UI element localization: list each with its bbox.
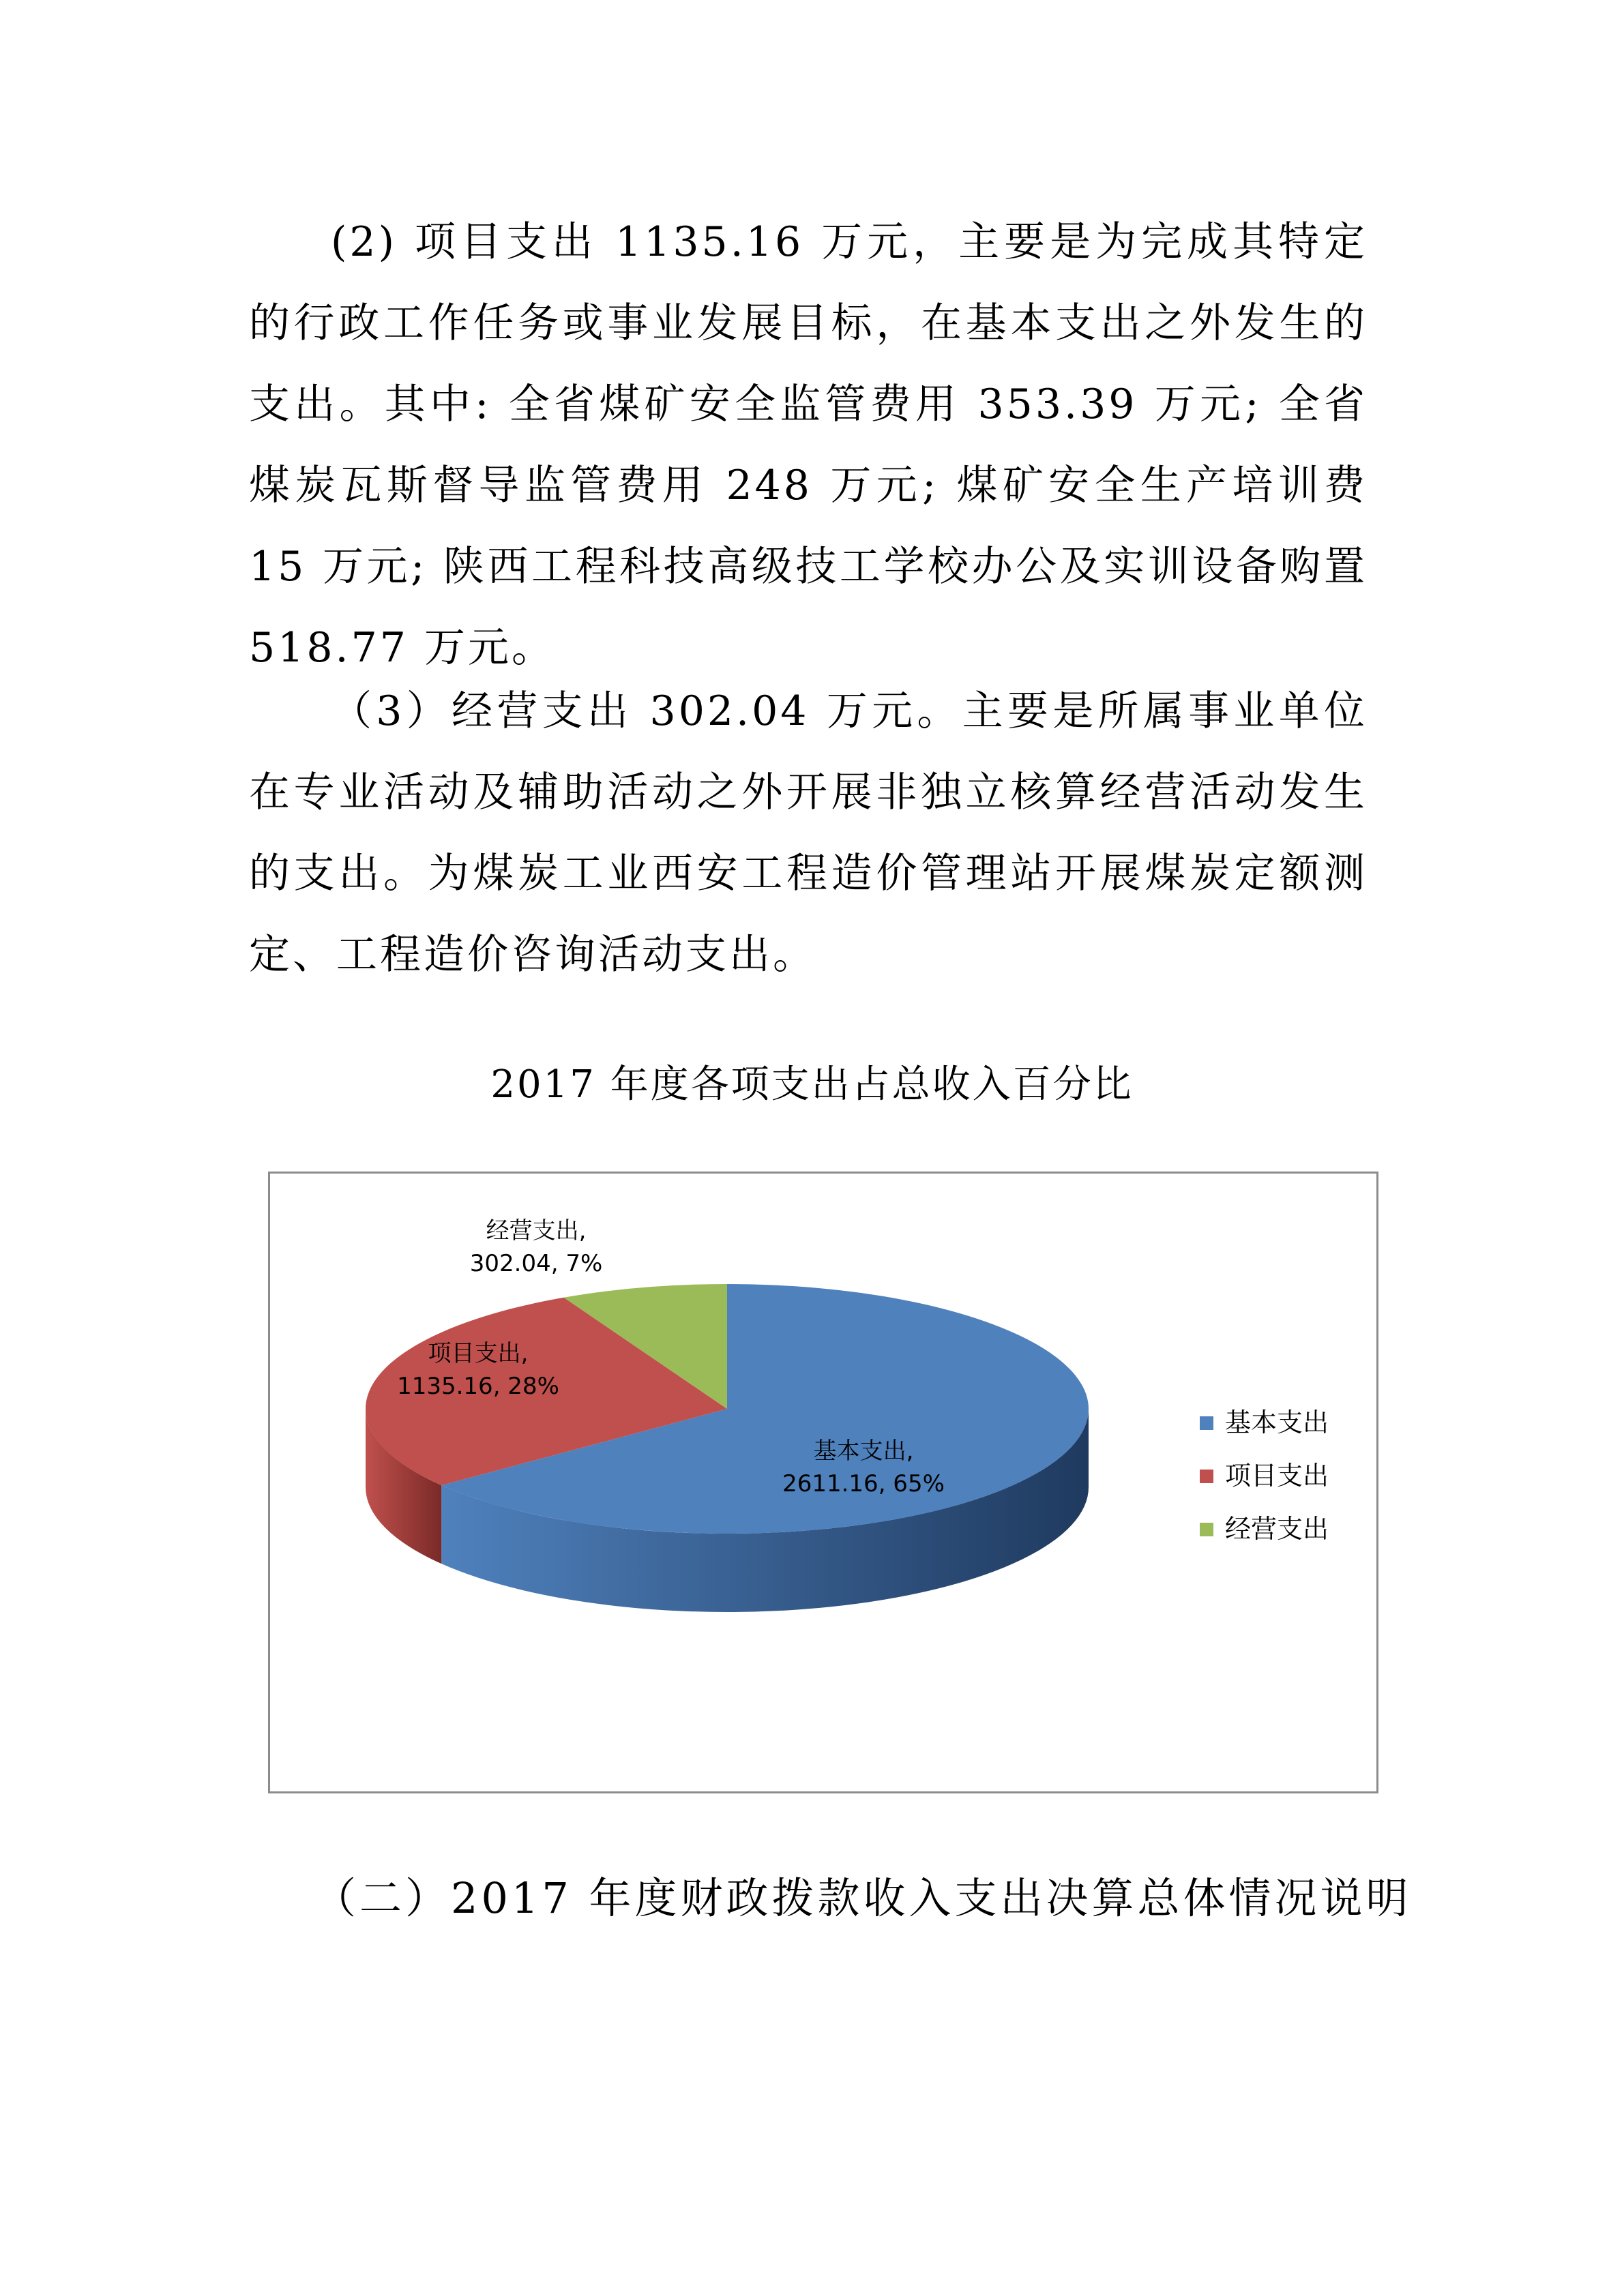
- section-heading: （二）2017 年度财政拨款收入支出决算总体情况说明: [314, 1873, 1412, 1923]
- legend-label-项目支出: 项目支出: [1225, 1461, 1329, 1491]
- data-label-value: 2611.16, 65%: [782, 1470, 945, 1497]
- chart-caption: 2017 年度各项支出占总收入百分比: [490, 1062, 1134, 1107]
- legend-swatch-基本支出: [1200, 1416, 1213, 1430]
- data-label-value: 302.04, 7%: [469, 1250, 603, 1277]
- legend-swatch-项目支出: [1200, 1470, 1213, 1483]
- data-label-value: 1135.16, 28%: [397, 1373, 559, 1400]
- data-label-category: 项目支出,: [428, 1340, 529, 1367]
- data-label-category: 经营支出,: [486, 1217, 587, 1244]
- paragraph-operating-expenditure: （3）经营支出 302.04 万元。主要是所属事业单位在专业活动及辅助活动之外开展非独立核算经营活动发生的支出。为煤炭工业西安工程造价管理站开展煤炭定额测定、工程造价咨询活动支出。: [249, 687, 1368, 979]
- data-label-category: 基本支出,: [813, 1437, 914, 1465]
- pie-chart: [268, 1172, 1378, 1793]
- legend-label-基本支出: 基本支出: [1225, 1407, 1329, 1437]
- pie-chart-svg: [270, 1174, 1376, 1791]
- paragraph-project-expenditure: (2) 项目支出 1135.16 万元，主要是为完成其特定的行政工作任务或事业发展目标，在基本支出之外发生的支出。其中: 全省煤矿安全监管费用 353.39 万元; 全省煤炭瓦斯督导监管费用 248 万元; 煤矿安全生产培训费 15 万元; 陕西工程科技高级技工学校办公及实训设备购置 518.77 万元。: [249, 218, 1368, 672]
- legend-swatch-经营支出: [1200, 1523, 1213, 1536]
- legend-label-经营支出: 经营支出: [1225, 1514, 1329, 1544]
